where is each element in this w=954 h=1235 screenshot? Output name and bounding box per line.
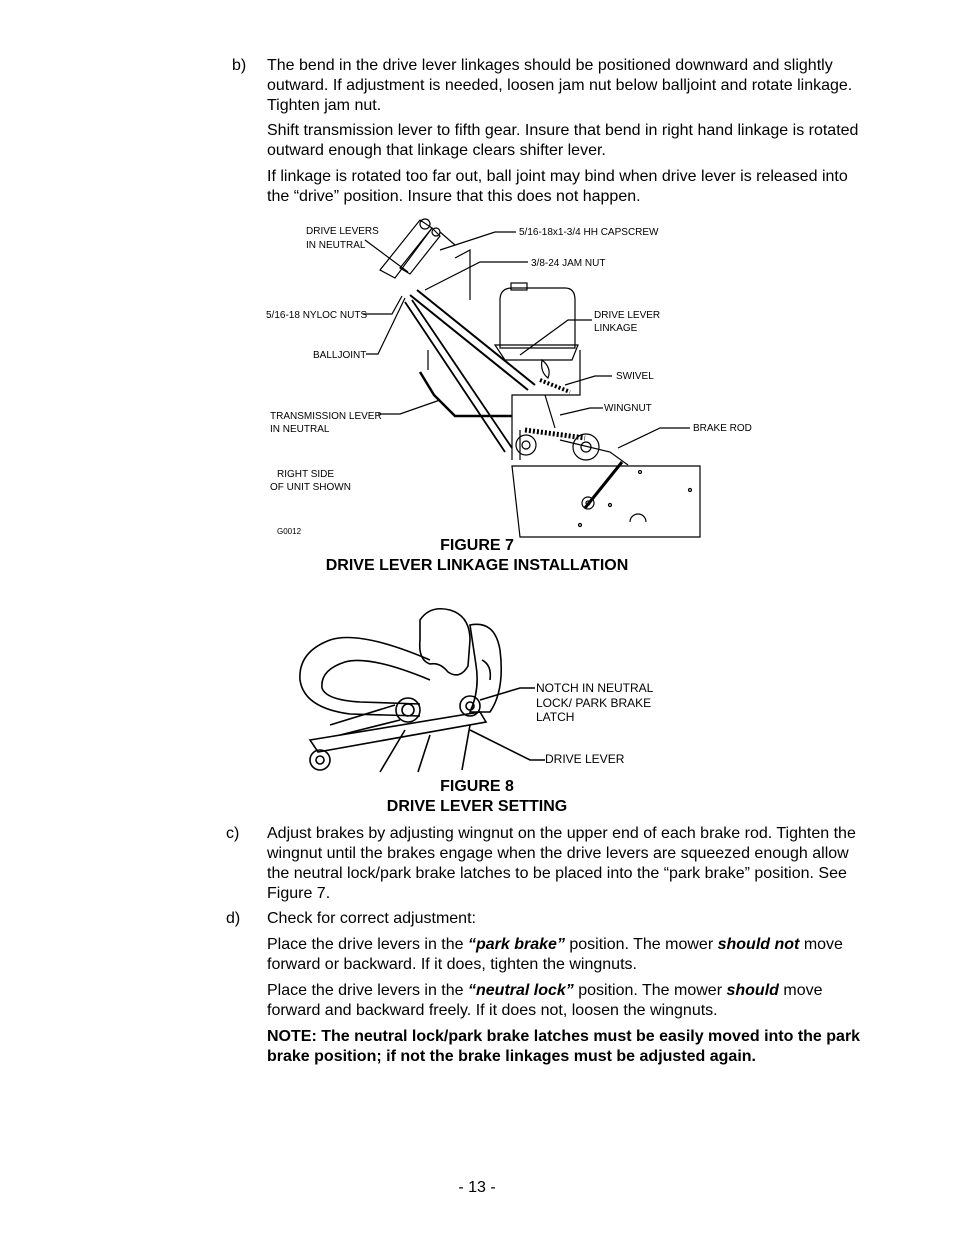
step-d-p2-text-a: Place the drive levers in the bbox=[267, 936, 468, 953]
fig8-label-notch-2: LOCK/ PARK BRAKE bbox=[536, 696, 652, 710]
fig7-label-nyloc: 5/16-18 NYLOC NUTS bbox=[266, 310, 368, 321]
page-number: - 13 - bbox=[458, 1179, 496, 1196]
figure-8-caption-number: FIGURE 8 bbox=[440, 778, 514, 795]
step-d-p3-text-a: Place the drive levers in the bbox=[267, 982, 468, 999]
fig7-label-balljoint: BALLJOINT bbox=[313, 350, 367, 361]
step-d-p2-text-c: position. The mower bbox=[564, 936, 718, 953]
step-b-paragraph-2: Shift transmission lever to fifth gear. Insure that bend in right hand linkage is rotated outward enough that linkage clears shifter lever. bbox=[267, 122, 859, 159]
step-d-p3-text-e: move forward and backward freely. If it does not, loosen the wingnuts. bbox=[267, 982, 823, 1019]
fig8-label-notch-1: NOTCH IN NEUTRAL bbox=[536, 681, 654, 695]
step-b-paragraph-3: If linkage is rotated too far out, ball joint may bind when drive lever is released into the “drive” position. Insure that this does not happen. bbox=[267, 168, 848, 205]
step-d-p2-should-not: should not bbox=[717, 936, 800, 953]
figure-7-caption-title: DRIVE LEVER LINKAGE INSTALLATION bbox=[325, 557, 629, 574]
fig7-label-jam-nut: 3/8-24 JAM NUT bbox=[531, 258, 606, 269]
fig7-label-right-side-1: RIGHT SIDE bbox=[277, 469, 335, 480]
step-c-marker: c) bbox=[226, 825, 240, 842]
fig7-label-linkage-1: DRIVE LEVER bbox=[594, 310, 661, 321]
fig7-label-linkage-2: LINKAGE bbox=[594, 323, 638, 334]
fig7-label-capscrew: 5/16-18x1-3/4 HH CAPSCREW bbox=[519, 227, 659, 238]
step-d-p3-neutral-lock: “neutral lock” bbox=[468, 982, 574, 999]
figure-7-caption-number: FIGURE 7 bbox=[440, 537, 514, 554]
step-c-paragraph-1: Adjust brakes by adjusting wingnut on the upper end of each brake rod. Tighten the wingnut until the brakes engage when the drive levers are squeezed enough allow the neutral lock/park brake latches to be placed into the “park brake” position. See Figure 7. bbox=[267, 825, 856, 902]
fig7-label-drive-levers-2: IN NEUTRAL bbox=[306, 240, 366, 251]
step-d-p2-park-brake: “park brake” bbox=[468, 936, 565, 953]
figure-8-caption-title: DRIVE LEVER SETTING bbox=[386, 798, 568, 815]
fig7-label-right-side-2: OF UNIT SHOWN bbox=[270, 482, 351, 493]
fig7-label-swivel: SWIVEL bbox=[616, 371, 654, 382]
step-d-marker: d) bbox=[226, 910, 241, 927]
fig8-label-notch-3: LATCH bbox=[536, 710, 575, 724]
fig7-label-code: G0012 bbox=[277, 527, 302, 536]
step-b-paragraph-1: The bend in the drive lever linkages should be positioned downward and slightly outward. If adjustment is needed, loosen jam nut below balljoint and rotate linkage. Tighten jam nut. bbox=[267, 57, 853, 114]
fig7-label-wingnut: WINGNUT bbox=[604, 403, 652, 414]
step-d-p2-text-e: move forward or backward. If it does, tighten the wingnuts. bbox=[267, 936, 843, 973]
step-d-p3-should: should bbox=[726, 982, 779, 999]
step-b-marker: b) bbox=[232, 57, 247, 74]
step-d-paragraph-3 bbox=[267, 981, 867, 1021]
step-d-paragraph-1: Check for correct adjustment: bbox=[267, 910, 476, 927]
fig7-label-drive-levers-1: DRIVE LEVERS bbox=[306, 226, 379, 237]
step-d-p3-text-c: position. The mower bbox=[573, 982, 727, 999]
step-d-paragraph-2 bbox=[267, 935, 867, 975]
fig8-label-drive-lever: DRIVE LEVER bbox=[545, 752, 625, 766]
fig7-label-brake-rod: BRAKE ROD bbox=[693, 423, 752, 434]
step-d-note: NOTE: The neutral lock/park brake latches must be easily moved into the park brake position; if not the brake linkages must be adjusted again. bbox=[267, 1028, 861, 1065]
fig7-label-trans-1: TRANSMISSION LEVER bbox=[270, 411, 382, 422]
fig7-label-trans-2: IN NEUTRAL bbox=[270, 424, 330, 435]
lever-head bbox=[420, 609, 470, 675]
